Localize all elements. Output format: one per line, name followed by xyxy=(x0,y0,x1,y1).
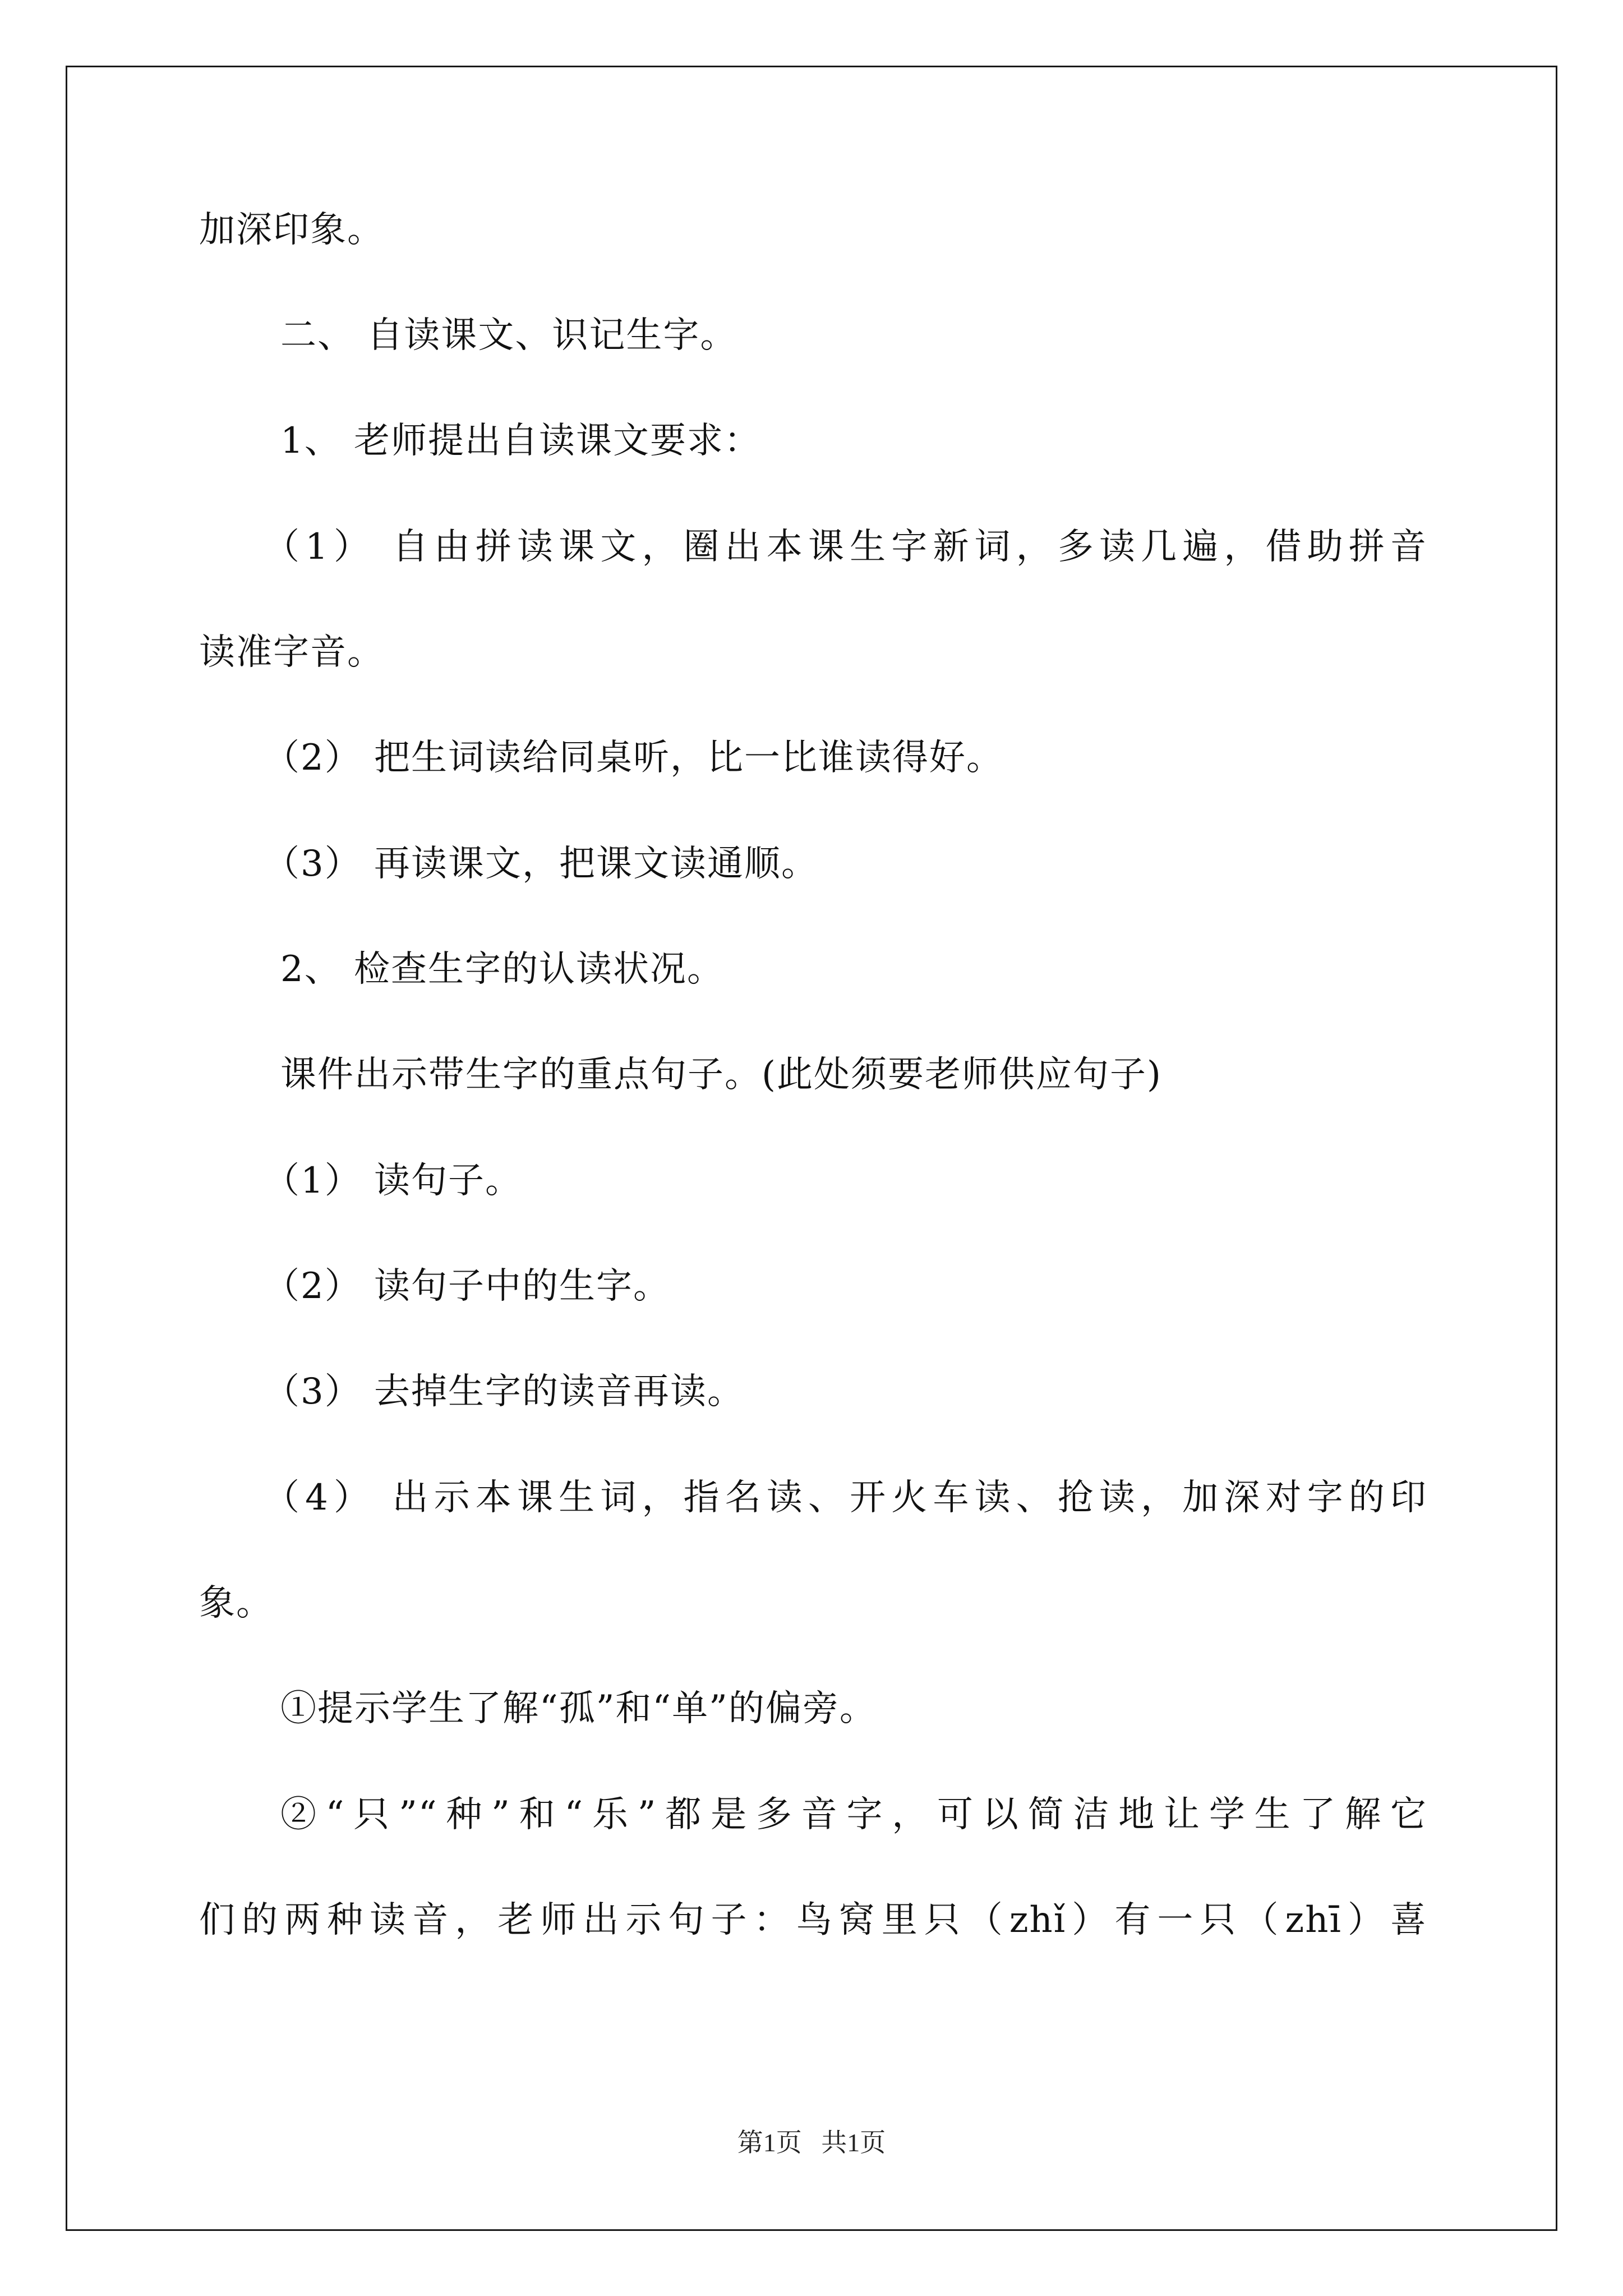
text-line-9: 课件出示带生字的重点句子。(此处须要老师供应句子) xyxy=(280,1054,1162,1096)
page-footer: 第1页 共1页 xyxy=(737,2128,886,2157)
text-line-12: （3） 去掉生字的读音再读。 xyxy=(264,1371,745,1412)
text-line-6: （2） 把生词读给同桌听，比一比谁读得好。 xyxy=(264,737,1004,779)
text-line-17: 们的两种读音，老师出示句子：鸟窝里只（zhǐ）有一只（zhī）喜 xyxy=(199,1899,1427,1941)
text-line-13: （4） 出示本课生词，指名读、开火车读、抢读，加深对字的印 xyxy=(264,1477,1427,1519)
text-line-8: 2、 检查生字的认读状况。 xyxy=(280,949,725,990)
text-line-3: 1、 老师提出自读课文要求： xyxy=(280,420,762,462)
text-line-1: 加深印象。 xyxy=(199,209,384,251)
text-line-16: ②“只”“种”和“乐”都是多音字，可以简洁地让学生了解它 xyxy=(280,1794,1427,1835)
text-line-7: （3） 再读课文，把课文读通顺。 xyxy=(264,843,819,885)
text-line-5: 读准字音。 xyxy=(199,632,384,673)
text-line-11: （2） 读句子中的生字。 xyxy=(264,1266,671,1307)
text-line-15: ①提示学生了解“孤”和“单”的偏旁。 xyxy=(280,1688,877,1729)
text-line-4: （1） 自由拼读课文，圈出本课生字新词，多读几遍，借助拼音 xyxy=(264,526,1427,568)
text-line-10: （1） 读句子。 xyxy=(264,1160,523,1202)
text-line-2: 二、 自读课文、识记生字。 xyxy=(280,315,737,356)
text-line-14: 象。 xyxy=(199,1582,273,1624)
